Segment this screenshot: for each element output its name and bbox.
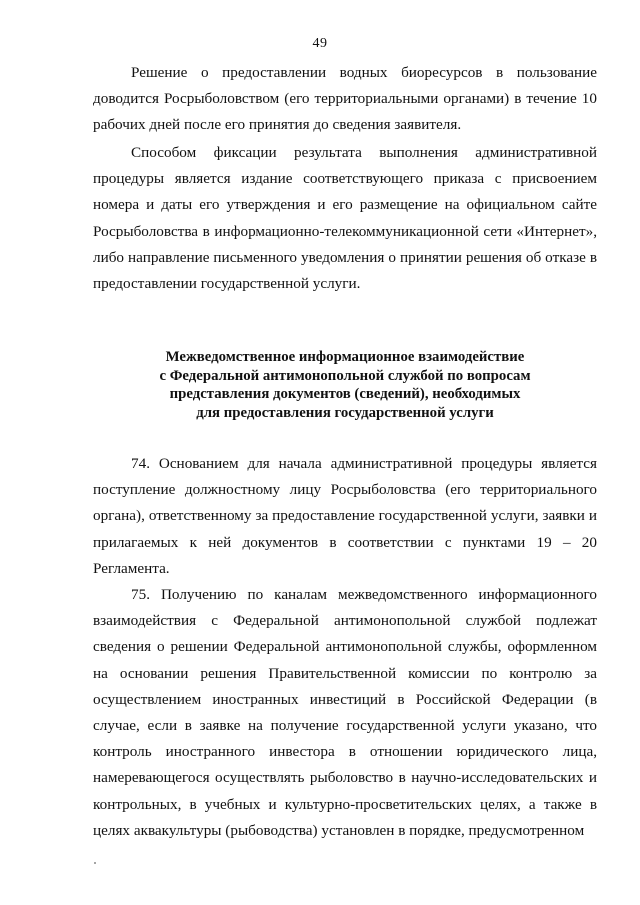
paragraph-decision-notice: Решение о предоставлении водных биоресурсов в пользование доводится Росрыболовством (его территориальными органами) в течение 10 рабочих дней после его принятия до сведения заявителя. (93, 64, 597, 134)
paragraph-block-74 (93, 451, 597, 582)
section-heading (93, 348, 597, 422)
page-number: 49 (312, 36, 328, 51)
paragraph-block-75 (93, 582, 597, 844)
section-heading-line-3: представления документов (сведений), необходимых (169, 386, 521, 402)
section-heading-line-4: для предоставления государственной услуги (196, 404, 494, 421)
paragraph-block-top-1 (93, 60, 597, 139)
section-heading-line-2: с Федеральной антимонопольной службой по вопросам (159, 367, 531, 384)
paragraph-75: 75. Получению по каналам межведомственного информационного взаимодействия с Федеральной антимонопольной службой подлежат сведения о решении Федеральной антимонопольной службы, оформленном на основании решения Правительственной комиссии по контролю за осуществлением иностранных инвестиций в Российской Федерации (в случае, если в заявке на получение государственной услуги указано, что контроль иностранного инвестора в отношении юридического лица, намеревающегося осуществлять рыболовство в научно-исследовательских и контрольных, в учебных и культурно-просветительских целях, а также в целях аквакультуры (рыбоводства) установлен в порядке, предусмотренном (93, 586, 597, 839)
paragraph-block-top-2 (93, 140, 597, 297)
paragraph-74: 74. Основанием для начала административной процедуры является поступление должностному лицу Росрыболовства (его территориального органа), ответственному за предоставление государственной услуги, заявки и прилагаемых к ней документов в соответствии с пунктами 19 – 20 Регламента. (93, 455, 597, 577)
paragraph-fixation-method: Способом фиксации результата выполнения административной процедуры является издание соответствующего приказа с присвоением номера и даты его утверждения и его размещение на официальном сайте Росрыболовства в информационно-телекоммуникационной сети «Интернет», либо направление письменного уведомления о принятии решения об отказе в предоставлении государственной услуги. (93, 144, 597, 293)
scan-dot (94, 862, 96, 864)
section-heading-line-1: Межведомственное информационное взаимодействие (165, 349, 525, 365)
